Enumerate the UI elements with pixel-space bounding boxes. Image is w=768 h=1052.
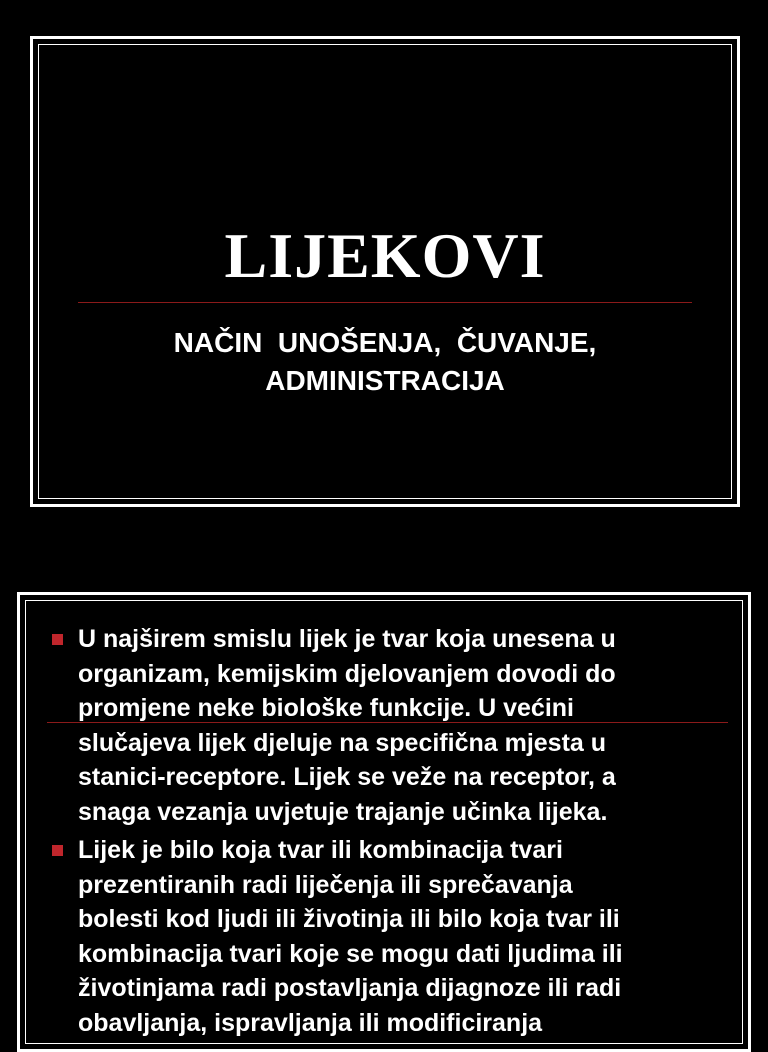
bullet-text-line: bolesti kod ljudi ili životinja ili bilo koja tvar ili (78, 905, 620, 933)
square-bullet-icon (52, 845, 63, 856)
title-divider (78, 302, 692, 303)
bullet-item (50, 833, 740, 1040)
content-slide (17, 592, 751, 1052)
subtitle-line: NAČIN UNOŠENJA, ČUVANJE, (173, 327, 597, 358)
bullet-text-line: životinjama radi postavljanja dijagnoze ili radi (78, 974, 622, 1002)
bullet-list (50, 622, 740, 1044)
slide-title: LIJEKOVI (224, 220, 546, 291)
bullet-text-line: organizam, kemijskim djelovanjem dovodi do (78, 659, 616, 688)
bullet-text-line: stanici-receptore. Lijek se veže na receptor, a (78, 763, 616, 791)
bullet-text-line: U najširem smislu lijek je tvar koja unesena u (78, 625, 616, 653)
square-bullet-icon (52, 634, 63, 645)
title-slide (30, 36, 740, 507)
bullet-text-line: obavljanja, ispravljanja ili modificiranja (78, 1008, 543, 1037)
bullet-text-line: Lijek je bilo koja tvar ili kombinacija tvari (78, 836, 563, 864)
bullet-text-line: prezentiranih radi liječenja ili sprečavanja (78, 870, 573, 899)
bullet-item (50, 622, 740, 829)
bullet-text-line: snaga vezanja uvjetuje trajanje učinka lijeka. (78, 797, 608, 826)
bullet-text-line: promjene neke biološke funkcije. U većini (78, 694, 574, 722)
subtitle-line: ADMINISTRACIJA (265, 365, 505, 396)
bullet-text-line: slučajeva lijek djeluje na specifična mjesta u (78, 728, 607, 757)
slide-subtitle (33, 324, 737, 400)
bullet-text-line: kombinacija tvari koje se mogu dati ljudima ili (78, 939, 623, 968)
